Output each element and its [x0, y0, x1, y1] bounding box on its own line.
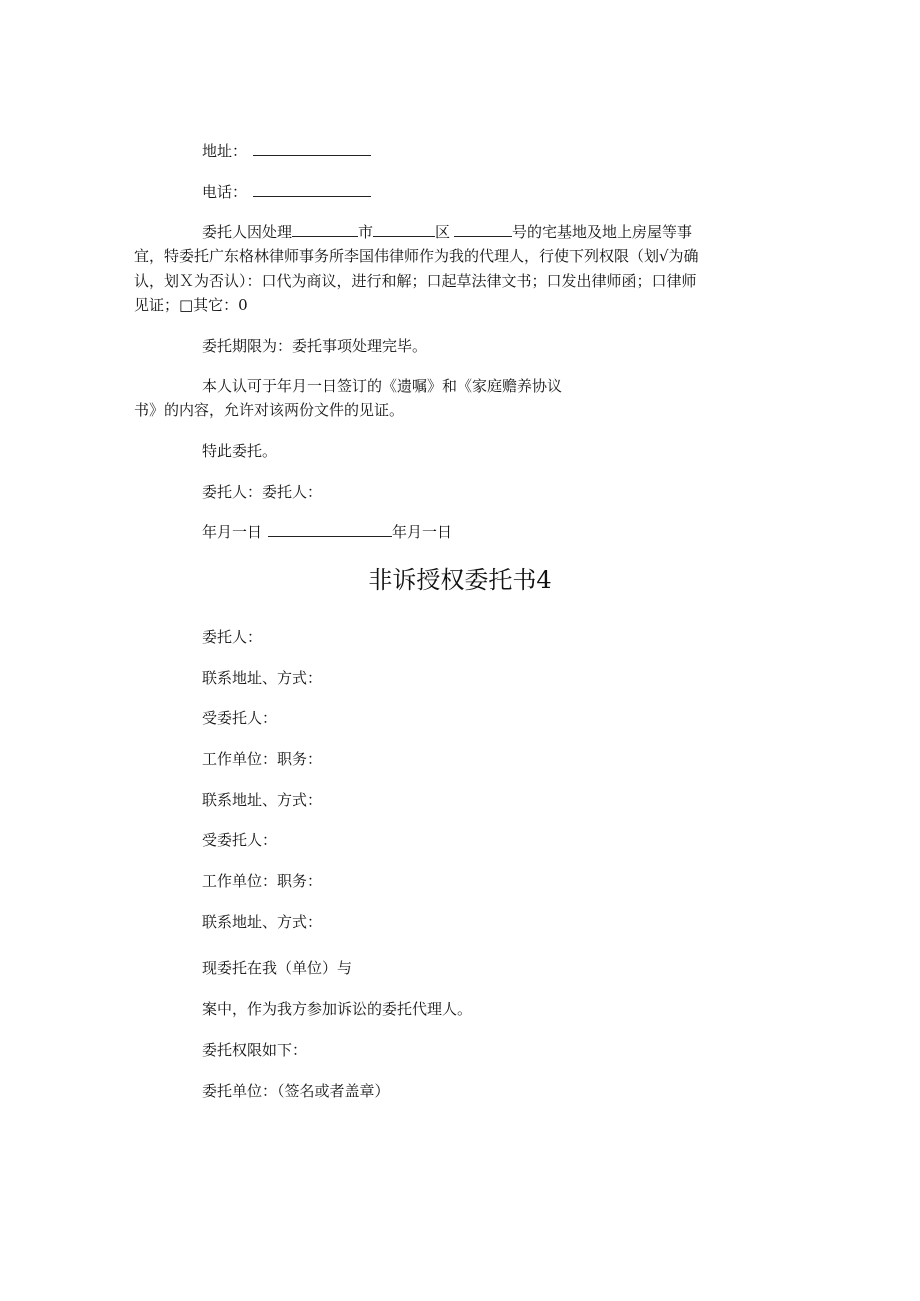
date-blank: [268, 522, 392, 537]
para2-line1: 本人认可于年月一日签订的《遗嘱》和《家庭赡养协议: [202, 377, 563, 395]
page-title: 非诉授权委托书4: [368, 566, 552, 594]
work-label-2: 工作单位：职务：: [202, 872, 323, 890]
contact-label-1: 联系地址、方式：: [202, 669, 323, 687]
address-label: 地址：: [202, 142, 248, 160]
contact-label-2: 联系地址、方式：: [202, 791, 323, 809]
date-right: 年月一日: [392, 523, 453, 541]
agent-label-2: 受委托人：: [202, 831, 278, 849]
date-left: 年月一日: [202, 523, 263, 541]
number-suffix: 号的宅基地及地上房屋等事: [512, 223, 693, 241]
client-label: 委托人：: [202, 628, 263, 646]
hereby-text: 特此委托。: [202, 442, 278, 460]
city-label: 市: [358, 223, 374, 241]
para2-line2: 书》的内容，允许对该两份文件的见证。: [134, 401, 405, 419]
address-blank: [253, 141, 371, 156]
address-row: [202, 141, 371, 161]
para1-line1: [202, 222, 692, 242]
case-text: 案中，作为我方参加诉讼的委托代理人。: [202, 1000, 473, 1018]
contact-label-3: 联系地址、方式：: [202, 913, 323, 931]
phone-row: [202, 182, 371, 202]
para1-lead: 委托人因处理: [202, 223, 293, 241]
number-blank: [454, 222, 512, 237]
work-label-1: 工作单位：职务：: [202, 750, 323, 768]
authority-label: 委托权限如下：: [202, 1041, 308, 1059]
agent-label-1: 受委托人：: [202, 709, 278, 727]
entrust-text: 现委托在我（单位）与: [202, 959, 353, 977]
city-blank: [292, 222, 358, 237]
date-row: [202, 522, 452, 542]
district-blank: [373, 222, 435, 237]
para1-line2: 宜，特委托广东格林律师事务所李国伟律师作为我的代理人，行使下列权限（划√为确: [134, 247, 699, 265]
para1-line3: 认，划Ｘ为否认）：口代为商议，进行和解；口起草法律文书；口发出律师函；口律师: [134, 272, 697, 290]
para1-line4: 见证；□其它：0: [134, 296, 248, 314]
phone-label: 电话：: [202, 183, 248, 201]
signers-text: 委托人：委托人：: [202, 483, 323, 501]
term-text: 委托期限为：委托事项处理完毕。: [202, 337, 428, 355]
district-label: 区: [435, 223, 451, 241]
phone-blank: [253, 182, 371, 197]
unit-signature-label: 委托单位：（签名或者盖章）: [202, 1082, 390, 1100]
